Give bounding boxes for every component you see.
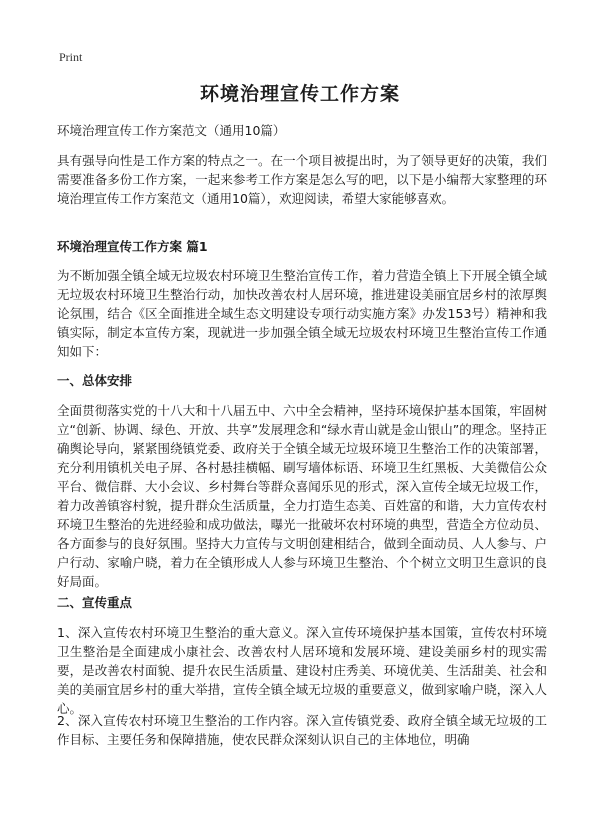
heading-overall-arrangement: 一、总体安排	[57, 373, 133, 388]
heading-publicity-focus: 二、宣传重点	[57, 595, 133, 610]
document-subtitle: 环境治理宣传工作方案范文（通用10篇）	[57, 123, 286, 138]
page-title: 环境治理宣传工作方案	[199, 83, 400, 105]
print-label: Print	[59, 50, 83, 64]
section-paragraph: 为不断加强全镇全域无垃圾农村环境卫生整治宣传工作，着力营造全镇上下开展全镇全域无垃圾农村环境卫生整治行动，加快改善农村人居环境，推进建设美丽宜居乡村的浓厚舆论氛围，结合《区全面推进全域生态文明建设专项行动实施方案》办发153号）精神和我镇实际，制定本宣传方案，现就进一步加强全镇全域无垃圾农村环境卫生整治宣传工作通知如下：	[57, 268, 547, 359]
intro-paragraph: 具有强导向性是工作方案的特点之一。在一个项目被提出时，为了领导更好的决策，我们需要准备多份工作方案，一起来参考工作方案是怎么写的吧，以下是小编帮大家整理的环境治理宣传工作方案范文（通用10篇），欢迎阅读，希望大家能够喜欢。	[57, 153, 547, 206]
section-heading: 环境治理宣传工作方案 篇1	[57, 239, 208, 254]
focus-item-1: 1、深入宣传农村环境卫生整治的重大意义。深入宣传环境保护基本国策，宣传农村环境卫生整治是全面建成小康社会、改善农村人居环境和发展环境、建设美丽乡村的现实需要，是改善农村面貌、提升农民生活质量、建设村庄秀美、环境优美、生活甜美、社会和美的美丽宜居乡村的重大举措，宣传全镇全域无垃圾的重要意义，做到家喻户晓，深入人心。	[57, 625, 547, 716]
overall-paragraph: 全面贯彻落实党的十八大和十八届五中、六中全会精神，坚持环境保护基本国策，牢固树立“创新、协调、绿色、开放、共享”发展理念和“绿水青山就是金山银山”的理念。坚持正确舆论导向，紧紧围绕镇党委、政府关于全镇全域无垃圾环境卫生整治工作的决策部署，充分利用镇机关电子屏、各村悬挂横幅、刷写墙体标语、环境卫生红黑板、大美微信公众平台、微信群、大小会议、乡村舞台等群众喜闻乐见的形式，深入宣传全域无垃圾工作，着力改善镇容村貌，提升群众生活质量，全力打造生态美、百姓富的和谐，大力宣传农村环境卫生整治的先进经验和成功做法，曝光一批破坏农村环境的典型，营造全方位动员、各方面参与的良好氛围。坚持大力宣传与文明创建相结合，做到全面动员、人人参与、户户行动、家喻户晓，着力在全镇形成人人参与环境卫生整治、个个树立文明卫生意识的良好局面。	[57, 403, 547, 589]
focus-item-2: 2、深入宣传农村环境卫生整治的工作内容。深入宣传镇党委、政府全镇全域无垃圾的工作目标、主要任务和保障措施，使农民群众深刻认识自己的主体地位，明确	[57, 713, 547, 747]
